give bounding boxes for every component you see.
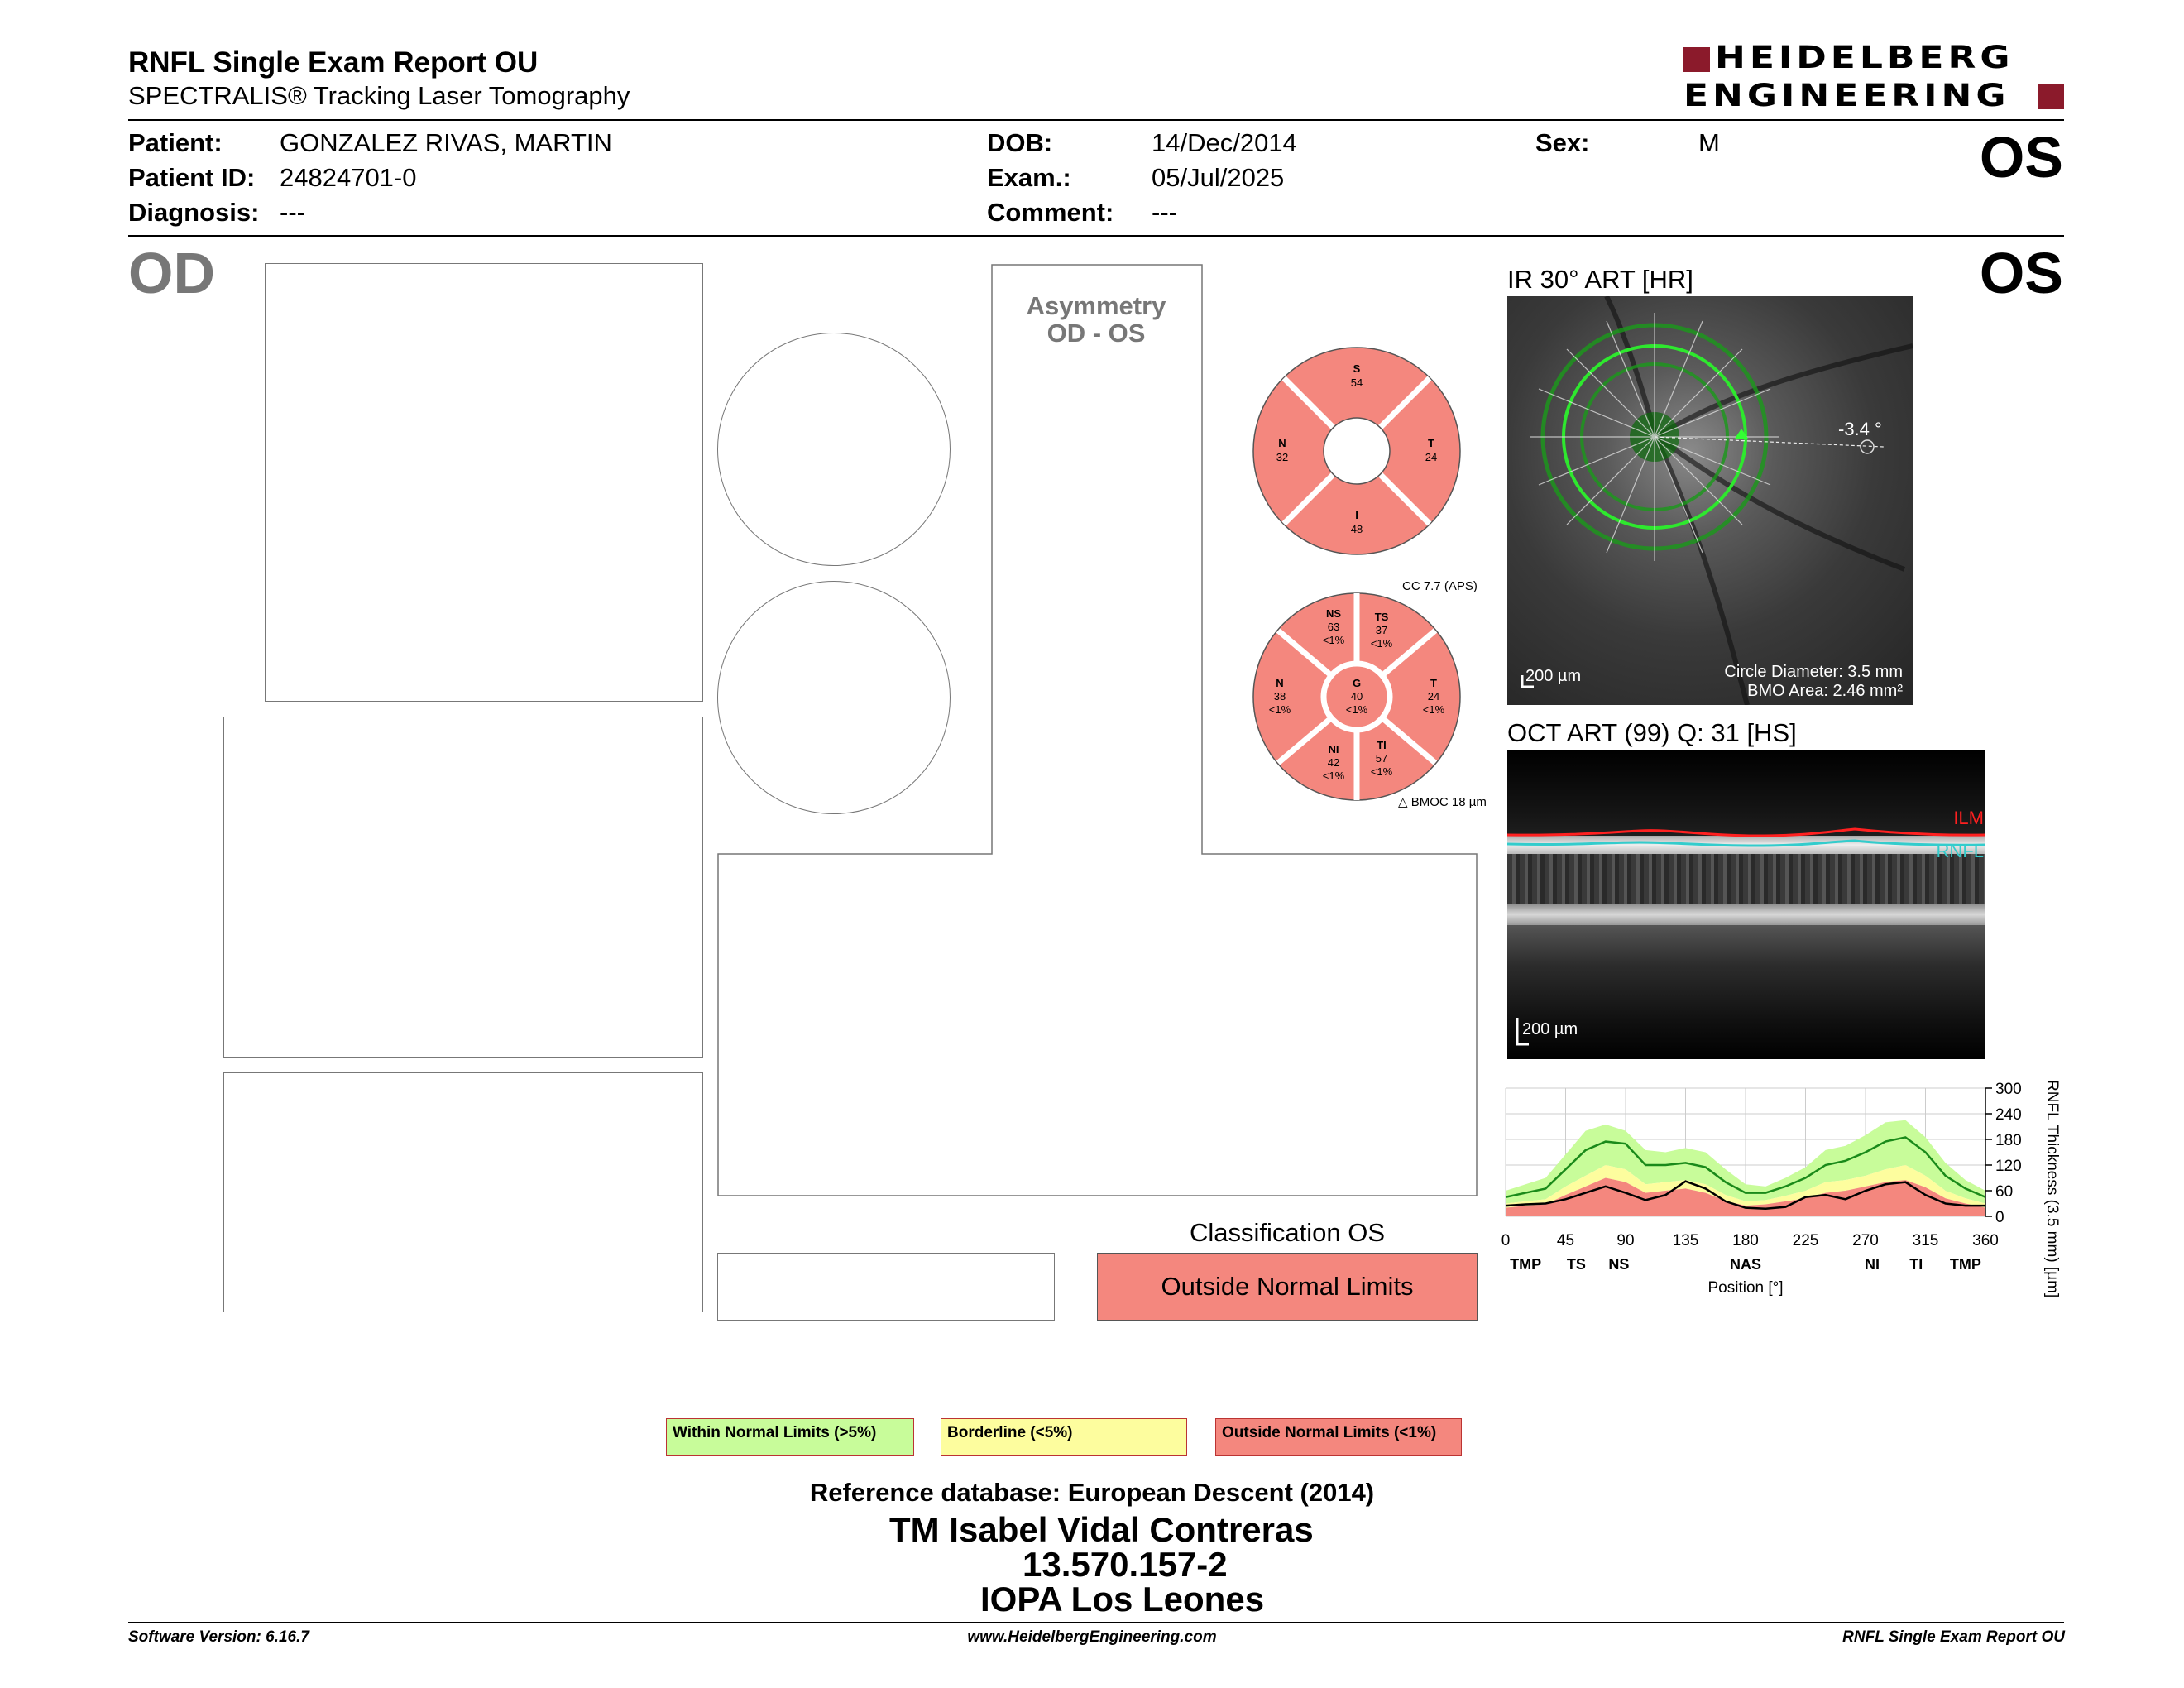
sector-chart-garway	[1249, 589, 1464, 804]
s1-code-s: S	[1353, 362, 1361, 375]
footer-report-name: RNFL Single Exam Report OU	[1842, 1628, 2065, 1646]
sex-value: M	[1698, 128, 1720, 157]
s2-value-g: 40	[1350, 690, 1363, 703]
asymmetry-line2: OD - OS	[1046, 319, 1146, 348]
ir-measurements	[1724, 663, 1903, 701]
cc-label: CC 7.7 (APS)	[1402, 579, 1478, 593]
s2-value-ni: 42	[1327, 756, 1340, 769]
s1-value-i: 48	[1350, 523, 1363, 535]
comment-value: ---	[1152, 198, 1177, 227]
sector-label: NAS	[1729, 1256, 1762, 1273]
x-tick-label: 270	[1852, 1232, 1879, 1249]
y-tick-label: 0	[1995, 1209, 2004, 1226]
s2-value-t: 24	[1427, 690, 1440, 703]
s2-pct-n: <1%	[1268, 703, 1291, 716]
oct-ilm-label: ILM	[1953, 808, 1984, 828]
s2-code-n: N	[1276, 677, 1284, 689]
report-subtitle: SPECTRALIS® Tracking Laser Tomography	[128, 81, 630, 110]
signature-place: IOPA Los Leones	[980, 1580, 1265, 1618]
s2-pct-g: <1%	[1345, 703, 1368, 716]
os-label: OS	[1979, 241, 2063, 305]
logo-text-line1: HEIDELBERG	[1715, 40, 2014, 76]
legend-within-normal: Within Normal Limits (>5%)	[666, 1418, 914, 1456]
footer-divider	[128, 1622, 2064, 1623]
oct-scale-label: 200 µm	[1522, 1020, 1578, 1038]
s2-pct-ts: <1%	[1370, 637, 1393, 650]
x-tick-label: 360	[1972, 1232, 1999, 1249]
x-tick-label: 225	[1792, 1232, 1819, 1249]
footer-website: www.HeidelbergEngineering.com	[967, 1628, 1217, 1646]
s2-code-g: G	[1352, 677, 1362, 689]
diagnosis-value: ---	[280, 198, 305, 227]
oct-bscan-image	[1507, 750, 1985, 1059]
exam-label: Exam.:	[987, 163, 1071, 192]
patient-name: GONZALEZ RIVAS, MARTIN	[280, 128, 612, 157]
sector-label: TI	[1909, 1256, 1923, 1273]
s2-code-t: T	[1430, 677, 1437, 689]
s2-value-n: 38	[1273, 690, 1286, 703]
y-axis-label: RNFL Thickness (3.5 mm) [µm]	[2043, 1080, 2061, 1298]
report-title: RNFL Single Exam Report OU	[128, 46, 539, 79]
x-tick-label: 45	[1556, 1232, 1575, 1249]
s1-code-i: I	[1355, 509, 1358, 521]
legend-outside-normal: Outside Normal Limits (<1%)	[1215, 1418, 1462, 1456]
s2-value-ns: 63	[1327, 621, 1340, 633]
signature-id: 13.570.157-2	[1023, 1545, 1228, 1584]
od-classification-placeholder	[717, 1253, 1055, 1321]
x-tick-label: 315	[1912, 1232, 1939, 1249]
exam-value: 05/Jul/2025	[1152, 163, 1285, 192]
retinal-vessels	[1607, 296, 1913, 705]
footer-software-version: Software Version: 6.16.7	[128, 1628, 309, 1646]
od-ir-image-placeholder	[265, 263, 703, 702]
s2-code-ns: NS	[1325, 607, 1342, 620]
y-tick-label: 60	[1995, 1183, 2014, 1201]
sector-label: TMP	[1949, 1256, 1981, 1273]
signature-name: TM Isabel Vidal Contreras	[889, 1510, 1314, 1549]
s2-code-ts: TS	[1374, 611, 1389, 623]
oct-rnfl-label: RNFL	[1936, 841, 1984, 861]
ir-circle-diameter: Circle Diameter: 3.5 mm	[1724, 663, 1903, 681]
oct-overlay	[1507, 750, 1985, 1059]
x-tick-label: 90	[1616, 1232, 1635, 1249]
s1-value-s: 54	[1350, 376, 1363, 389]
reference-database: Reference database: European Descent (2014)	[809, 1478, 1375, 1507]
ir-scale-label: 200 µm	[1525, 667, 1582, 685]
sector-label: NI	[1865, 1256, 1880, 1273]
classification-result: Outside Normal Limits	[1097, 1253, 1478, 1321]
logo-square-top	[1684, 47, 1710, 72]
ir-angle-label: -3.4 °	[1838, 419, 1882, 439]
y-tick-label: 180	[1995, 1132, 2022, 1149]
s2-pct-ti: <1%	[1370, 765, 1393, 778]
bmo-offset-label: △ BMOC 18 µm	[1398, 795, 1487, 809]
header-divider	[128, 119, 2064, 121]
x-tick-label: 0	[1502, 1232, 1511, 1249]
patient-id-label: Patient ID:	[128, 163, 256, 192]
x-tick-label: 180	[1732, 1232, 1759, 1249]
x-axis-label: Position [°]	[1707, 1279, 1784, 1297]
sector-label: TS	[1566, 1256, 1586, 1273]
sector-chart-4-center	[1324, 418, 1390, 484]
asymmetry-title	[993, 292, 1200, 347]
diagnosis-label: Diagnosis:	[128, 198, 260, 227]
y-tick-label: 300	[1995, 1081, 2022, 1098]
asymmetry-line1: Asymmetry	[1026, 291, 1166, 320]
s2-value-ts: 37	[1375, 624, 1388, 636]
s1-value-n: 32	[1276, 451, 1289, 463]
s1-value-t: 24	[1425, 451, 1438, 463]
comment-label: Comment:	[987, 198, 1114, 227]
sector-label: NS	[1608, 1256, 1630, 1273]
od-oct-image-placeholder	[223, 717, 703, 1058]
sector-label: TMP	[1510, 1256, 1542, 1273]
sector-chart-4	[1249, 343, 1464, 559]
ir-fundus-image	[1507, 296, 1913, 705]
y-tick-label: 240	[1995, 1106, 2022, 1124]
ir-image-title: IR 30° ART [HR]	[1507, 265, 1693, 294]
logo-square-bottom	[2038, 84, 2064, 109]
s2-code-ni: NI	[1328, 743, 1339, 755]
profile-axes	[1985, 1088, 1992, 1216]
s1-code-t: T	[1428, 437, 1434, 449]
sex-label: Sex:	[1535, 128, 1590, 157]
heidelberg-logo	[1684, 40, 2064, 117]
y-tick-label: 120	[1995, 1158, 2022, 1175]
classification-title: Classification OS	[1189, 1218, 1386, 1247]
s2-pct-t: <1%	[1422, 703, 1445, 716]
od-label: OD	[128, 241, 215, 305]
s2-code-ti: TI	[1377, 739, 1387, 751]
patient-divider	[128, 235, 2064, 237]
patient-id: 24824701-0	[280, 163, 417, 192]
ir-bmo-area: BMO Area: 2.46 mm²	[1747, 682, 1903, 700]
eye-label-top: OS	[1979, 125, 2063, 189]
s2-pct-ns: <1%	[1322, 634, 1345, 646]
od-profile-placeholder	[223, 1072, 703, 1312]
dob-label: DOB:	[987, 128, 1053, 157]
x-tick-label: 135	[1672, 1232, 1699, 1249]
ir-overlay	[1507, 296, 1913, 705]
s2-value-ti: 57	[1375, 752, 1388, 765]
logo-text-line2: ENGINEERING	[1684, 78, 2010, 114]
rnfl-profile-chart	[1502, 1076, 2085, 1324]
legend-borderline: Borderline (<5%)	[941, 1418, 1187, 1456]
patient-label: Patient:	[128, 128, 223, 157]
dob-value: 14/Dec/2014	[1152, 128, 1297, 157]
oct-image-title: OCT ART (99) Q: 31 [HS]	[1507, 718, 1797, 747]
s2-pct-ni: <1%	[1322, 770, 1345, 782]
s1-code-n: N	[1278, 437, 1286, 449]
